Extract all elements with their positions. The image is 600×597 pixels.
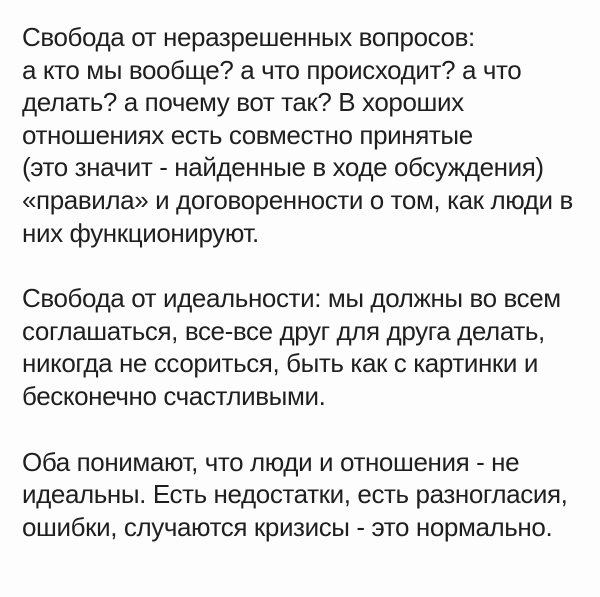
text-line: соглашаться, все-все друг для друга делать, bbox=[22, 315, 545, 346]
text-line: Свобода от неразрешенных вопросов: bbox=[22, 22, 475, 52]
text-line: а кто мы вообще? а что происходит? а что bbox=[22, 54, 522, 85]
text-line: бесконечно счастливыми. bbox=[22, 380, 326, 411]
paragraph-unresolved-questions bbox=[22, 21, 584, 249]
paragraph-ideality bbox=[22, 282, 584, 412]
text-line: идеальны. Есть недостатки, есть разногласия, bbox=[22, 479, 568, 510]
text-line: ошибки, случаются кризисы - это нормально. bbox=[22, 511, 553, 542]
text-line: отношениях есть совместно принятые bbox=[22, 119, 473, 150]
text-line: (это значит - найденные в ходе обсуждения) bbox=[22, 152, 544, 183]
text-line: никогда не ссориться, быть как с картинки и bbox=[22, 348, 538, 379]
paragraph-both-understand bbox=[22, 446, 584, 544]
text-line: них функционируют. bbox=[22, 217, 259, 248]
text-line: Оба понимают, что люди и отношения - не bbox=[22, 446, 520, 477]
text-line: Свобода от идеальности: мы должны во всем bbox=[22, 283, 561, 314]
text-line: «правила» и договоренности о том, как люди в bbox=[22, 184, 573, 215]
text-line: делать? а почему вот так? В хороших bbox=[22, 87, 464, 118]
